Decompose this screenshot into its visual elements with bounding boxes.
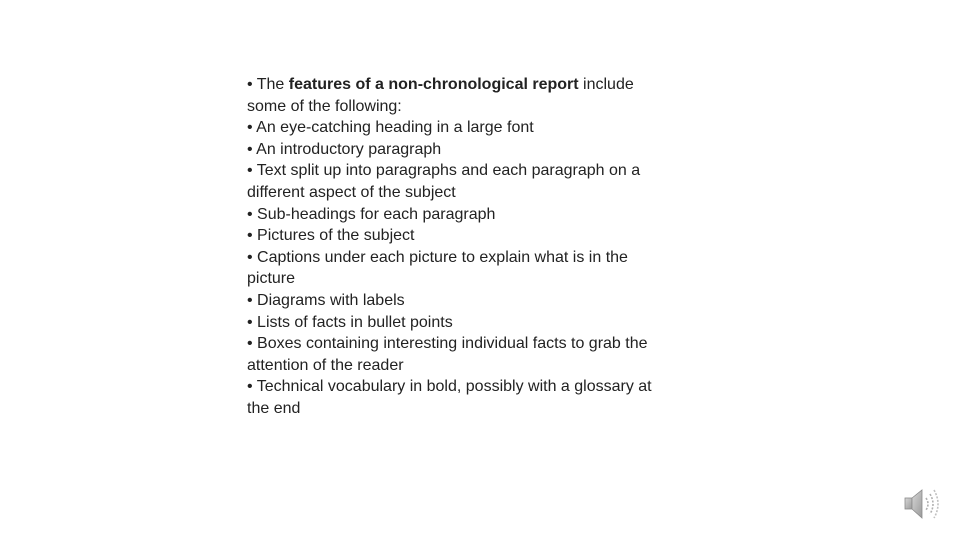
text-line: the end — [247, 399, 301, 417]
text-line: different aspect of the subject — [247, 183, 456, 201]
intro-prefix: • The — [247, 76, 289, 93]
bullet-line: • Technical vocabulary in bold, possibly with a glossary at — [247, 378, 652, 396]
bullet-line: • Diagrams with labels — [247, 291, 405, 309]
bullet-line: • Captions under each picture to explain what is in the — [247, 248, 628, 266]
bullet-line: • Sub-headings for each paragraph — [247, 205, 496, 223]
bullet-line: • Text split up into paragraphs and each paragraph on a — [247, 162, 641, 180]
intro-bold-phrase: features of a non-chronological report — [288, 76, 579, 93]
text-line: some of the following: — [247, 97, 402, 115]
bullet-line: • Pictures of the subject — [247, 227, 415, 245]
text-line: attention of the reader — [247, 356, 404, 374]
bullet-line: • An eye-catching heading in a large font — [247, 119, 534, 137]
text-line: picture — [247, 270, 296, 288]
bullet-line: • Boxes containing interesting individual facts to grab the — [247, 335, 648, 353]
features-list — [247, 74, 717, 420]
intro-suffix: include — [578, 76, 634, 93]
bullet-line: • An introductory paragraph — [247, 140, 442, 158]
intro-line — [247, 74, 717, 96]
speaker-icon[interactable] — [902, 486, 942, 522]
bullet-line: • Lists of facts in bullet points — [247, 313, 453, 331]
